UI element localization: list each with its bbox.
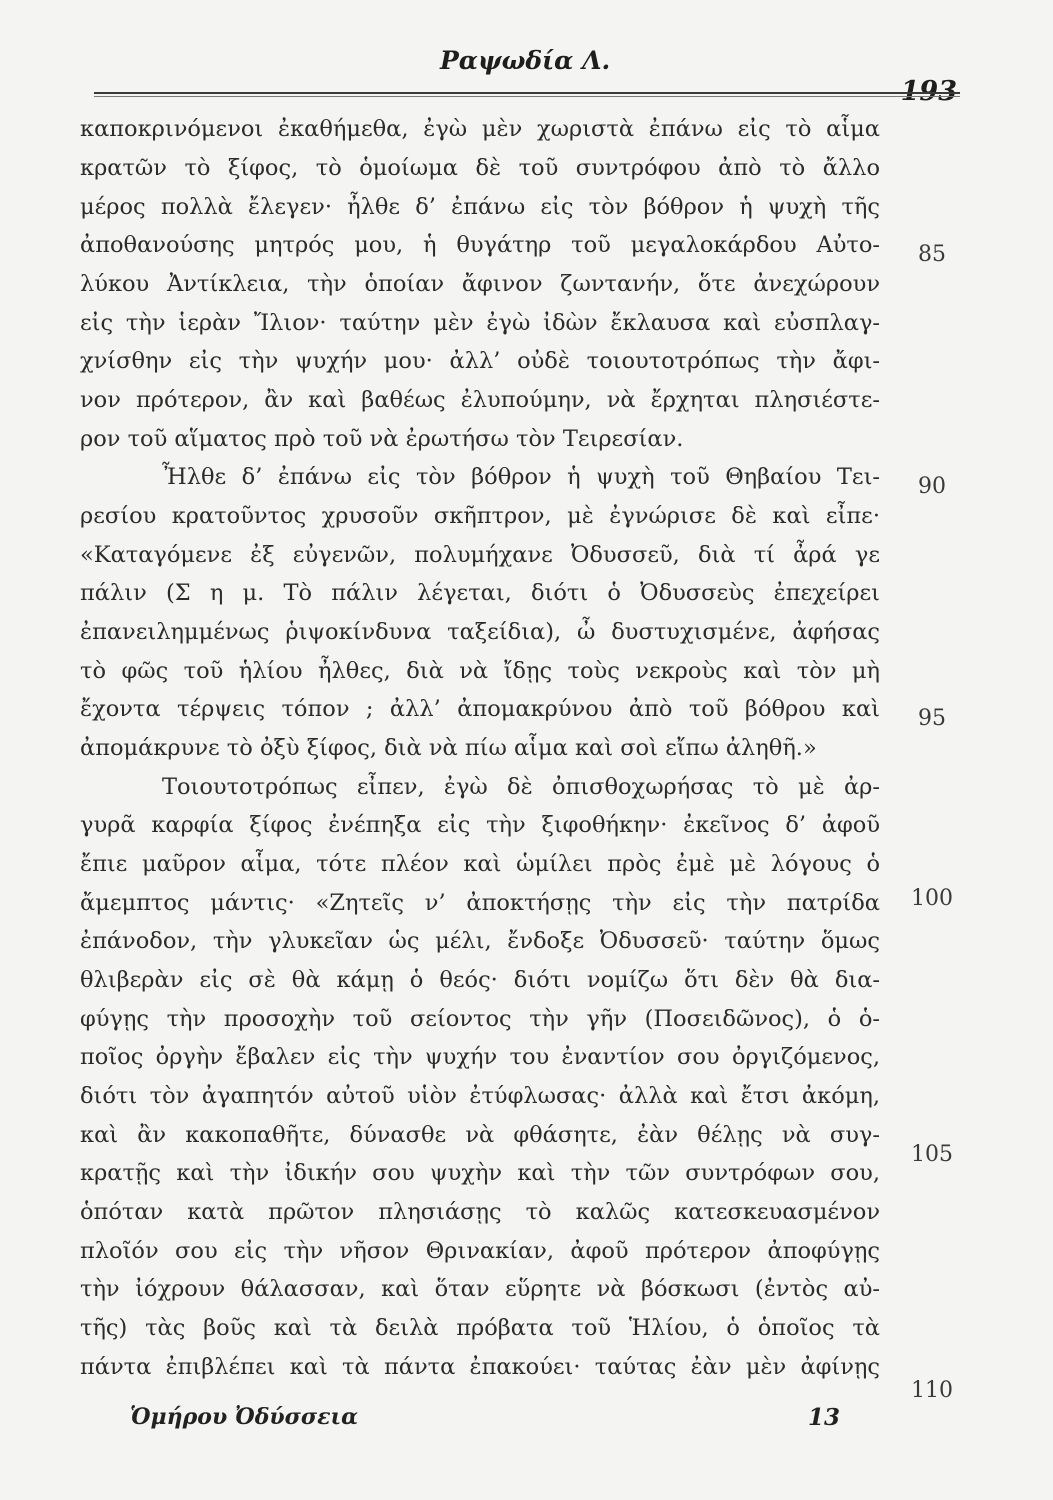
- text-line: ρεσίου κρατοῦντος χρυσοῦν σκῆπτρον, μὲ ἐγνώρισε δὲ καὶ εἶπε·: [80, 503, 880, 529]
- text-line: κρατῶν τὸ ξίφος, τὸ ὁμοίωμα δὲ τοῦ συντρόφου ἀπὸ τὸ ἄλλο: [80, 155, 880, 181]
- line-number: 90: [918, 474, 946, 499]
- text-line: θλιβερὰν εἰς σὲ θὰ κάμῃ ὁ θεός· διότι νομίζω ὅτι δὲν θὰ δια-: [80, 967, 880, 993]
- text-line: Τοιουτοτρόπως εἶπεν, ἐγὼ δὲ ὀπισθοχωρήσας τὸ μὲ ἀρ-: [162, 774, 880, 800]
- text-line: ρον τοῦ αἵματος πρὸ τοῦ νὰ ἐρωτήσω τὸν Τειρεσίαν.: [80, 426, 684, 452]
- text-line: εἰς τὴν ἱερὰν Ἴλιον· ταύτην μὲν ἐγὼ ἰδὼν ἔκλαυσα καὶ εὐσπλαγ-: [80, 310, 880, 336]
- text-line: πάντα ἐπιβλέπει καὶ τὰ πάντα ἐπακούει· ταύτας ἐὰν μὲν ἀφίνῃς: [80, 1354, 880, 1380]
- text-line: ἄμεμπτος μάντις· «Ζητεῖς ν’ ἀποκτήσῃς τὴν εἰς τὴν πατρίδα: [80, 890, 880, 916]
- text-line: καποκρινόμενοι ἐκαθήμεθα, ἐγὼ μὲν χωριστὰ ἐπάνω εἰς τὸ αἷμα: [80, 116, 880, 142]
- text-line: μέρος πολλὰ ἔλεγεν· ἦλθε δ’ ἐπάνω εἰς τὸν βόθρον ἡ ψυχὴ τῆς: [80, 194, 880, 220]
- header-rule-thin: [94, 96, 960, 97]
- text-line: τὸ φῶς τοῦ ἡλίου ἦλθες, διὰ νὰ ἴδῃς τοὺς νεκροὺς καὶ τὸν μὴ: [80, 658, 880, 684]
- text-line: Ἦλθε δ’ ἐπάνω εἰς τὸν βόθρον ἡ ψυχὴ τοῦ Θηβαίου Τει-: [162, 464, 880, 490]
- footer-book-title: Ὁμήρου Ὀδύσσεια: [130, 1404, 359, 1430]
- text-line: ἔχοντα τέρψεις τόπον ; ἀλλ’ ἀπομακρύνου ἀπὸ τοῦ βόθρου καὶ: [80, 696, 880, 722]
- line-number: 85: [918, 242, 946, 267]
- header-rule: [94, 92, 960, 94]
- text-line: ἐπάνοδον, τὴν γλυκεῖαν ὡς μέλι, ἔνδοξε Ὀδυσσεῦ· ταύτην ὅμως: [80, 928, 880, 954]
- line-number: 100: [911, 886, 953, 911]
- text-line: ἀπομάκρυνε τὸ ὀξὺ ξίφος, διὰ νὰ πίω αἷμα καὶ σοὶ εἴπω ἀληθῆ.»: [80, 735, 817, 761]
- text-line: κρατῇς καὶ τὴν ἰδικήν σου ψυχὴν καὶ τὴν τῶν συντρόφων σου,: [80, 1160, 880, 1186]
- line-number: 105: [911, 1142, 953, 1167]
- text-line: πλοῖόν σου εἰς τὴν νῆσον Θρινακίαν, ἀφοῦ πρότερον ἀποφύγῃς: [80, 1238, 880, 1264]
- text-line: πάλιν (Σ η μ. Τὸ πάλιν λέγεται, διότι ὁ Ὀδυσσεὺς ἐπεχείρει: [80, 580, 880, 606]
- text-line: λύκου Ἀντίκλεια, τὴν ὁποίαν ἄφινον ζωντανήν, ὅτε ἀνεχώρουν: [80, 271, 880, 297]
- line-number: 95: [918, 706, 946, 731]
- text-line: τὴν ἰόχρουν θάλασσαν, καὶ ὅταν εὕρητε νὰ βόσκωσι (ἐντὸς αὐ-: [80, 1276, 880, 1302]
- text-line: «Καταγόμενε ἐξ εὐγενῶν, πολυμήχανε Ὀδυσσεῦ, διὰ τί ἆρά γε: [80, 542, 880, 568]
- text-line: νον πρότερον, ἂν καὶ βαθέως ἐλυπούμην, νὰ ἔρχηται πλησιέστε-: [80, 387, 880, 413]
- text-line: χνίσθην εἰς τὴν ψυχήν μου· ἀλλ’ οὐδὲ τοιουτοτρόπως τὴν ἄφι-: [80, 348, 880, 374]
- text-line: γυρᾶ καρφία ξίφος ἐνέπηξα εἰς τὴν ξιφοθήκην· ἐκεῖνος δ’ ἀφοῦ: [80, 812, 880, 838]
- text-line: καὶ ἂν κακοπαθῆτε, δύνασθε νὰ φθάσητε, ἐὰν θέλῃς νὰ συγ-: [80, 1122, 880, 1148]
- line-number: 110: [911, 1378, 953, 1403]
- text-line: ὁπόταν κατὰ πρῶτον πλησιάσῃς τὸ καλῶς κατεσκευασμένον: [80, 1199, 880, 1225]
- signature-mark: 13: [808, 1404, 841, 1431]
- text-line: ποῖος ὀργὴν ἔβαλεν εἰς τὴν ψυχήν του ἐναντίον σου ὀργιζόμενος,: [80, 1044, 880, 1070]
- text-line: τῆς) τὰς βοῦς καὶ τὰ δειλὰ πρόβατα τοῦ Ἡλίου, ὁ ὁποῖος τὰ: [80, 1315, 880, 1341]
- running-title: Ραψωδία Λ.: [440, 46, 611, 75]
- page-number: 193: [900, 76, 957, 107]
- text-line: διότι τὸν ἀγαπητόν αὐτοῦ υἱὸν ἐτύφλωσας· ἀλλὰ καὶ ἔτσι ἀκόμη,: [80, 1083, 880, 1109]
- text-line: ἔπιε μαῦρον αἷμα, τότε πλέον καὶ ὡμίλει πρὸς ἐμὲ μὲ λόγους ὁ: [80, 851, 880, 877]
- text-line: φύγῃς τὴν προσοχὴν τοῦ σείοντος τὴν γῆν (Ποσειδῶνος), ὁ ὁ-: [80, 1006, 880, 1032]
- text-line: ἀποθανούσης μητρός μου, ἡ θυγάτηρ τοῦ μεγαλοκάρδου Αὐτο-: [80, 232, 880, 258]
- text-line: ἐπανειλημμένως ῥιψοκίνδυνα ταξείδια), ὦ δυστυχισμένε, ἀφήσας: [80, 619, 880, 645]
